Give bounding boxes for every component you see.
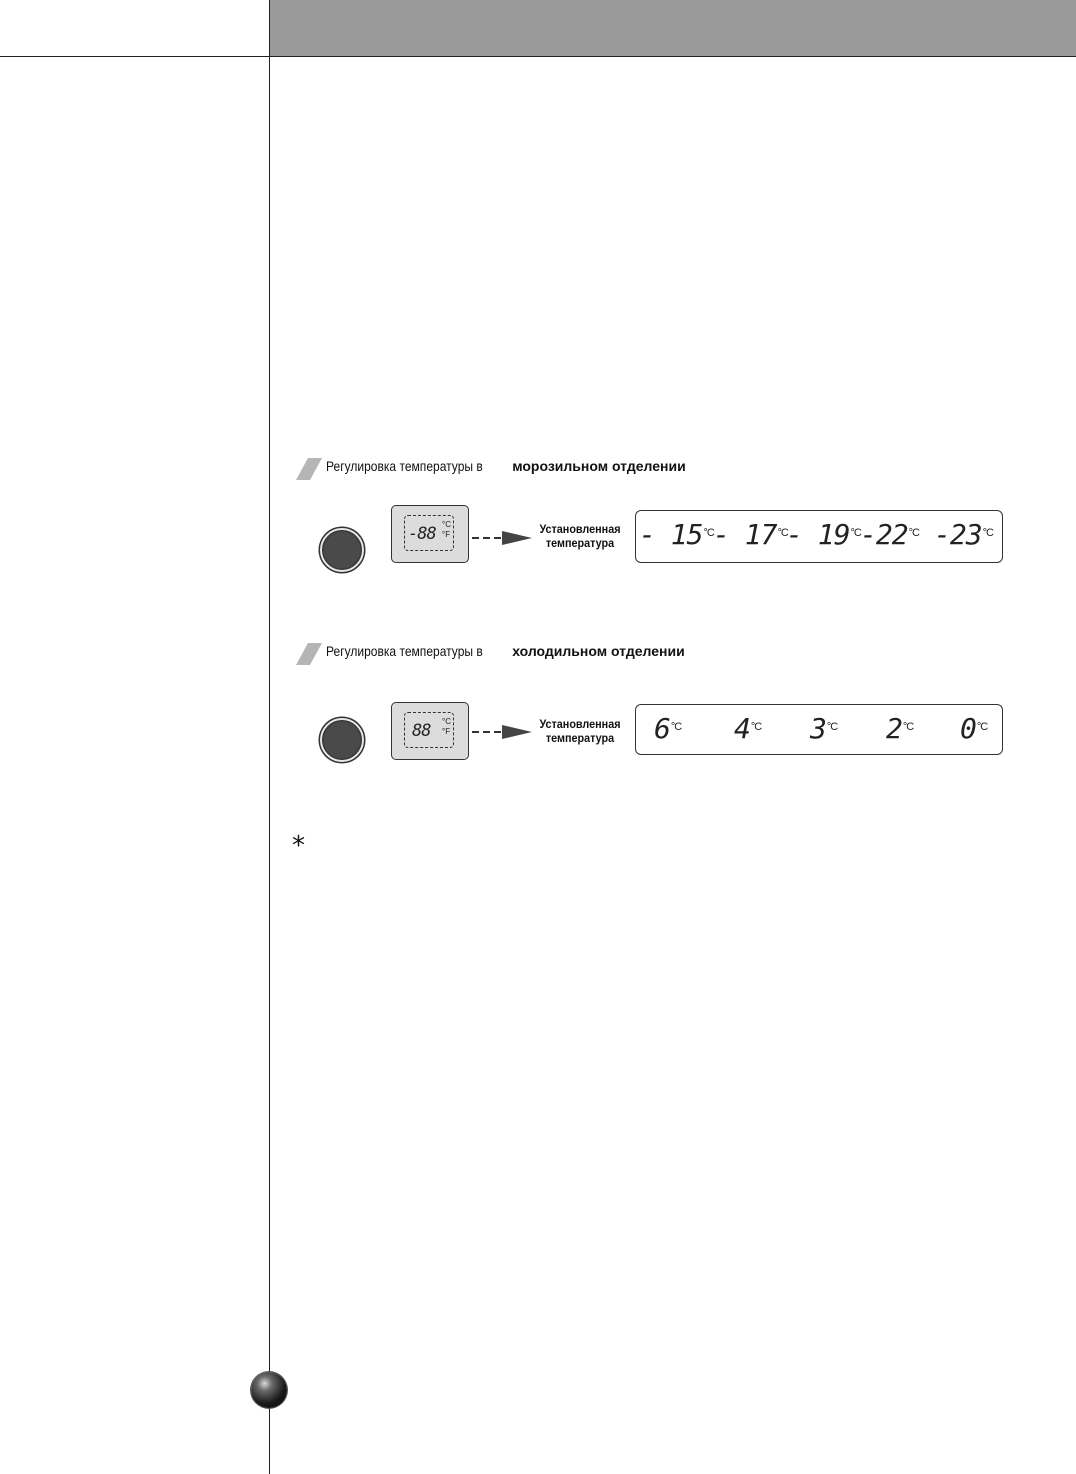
unit-c: °C xyxy=(442,520,451,529)
freezer-temp-5: $-23^{^\circ C}$ xyxy=(934,518,993,551)
fridge-temp-3: $3^{^\circ C}$ xyxy=(810,712,838,745)
fridge-display-icon xyxy=(391,702,469,760)
unit-f: °F xyxy=(442,530,451,539)
fridge-display-units xyxy=(442,717,451,737)
freezer-display-units xyxy=(442,520,451,540)
fridge-temp-2: $4^{^\circ C}$ xyxy=(734,712,762,745)
footnote-asterisk: * xyxy=(292,831,305,861)
unit-f: °F xyxy=(442,727,451,736)
set-label-line2: температура xyxy=(545,731,615,745)
set-label-line1: Установленная xyxy=(539,522,621,536)
freezer-section-title xyxy=(296,455,686,477)
fridge-section-title xyxy=(296,640,685,662)
set-label-line2: температура xyxy=(545,536,615,550)
freezer-display-frame xyxy=(404,515,454,551)
fridge-temp-4: $2^{^\circ C}$ xyxy=(886,712,914,745)
fridge-temp-panel xyxy=(635,704,1003,755)
freezer-display-digits: -88 xyxy=(408,524,436,544)
header-rule xyxy=(0,56,1076,57)
freezer-temp-3: - $19^{^\circ C}$ xyxy=(786,518,861,551)
fridge-display-frame xyxy=(404,712,454,748)
fridge-temp-5: $0^{^\circ C}$ xyxy=(960,712,988,745)
page-marker-icon xyxy=(251,1372,287,1408)
unit-c: °C xyxy=(442,717,451,726)
freezer-title-bold: морозильном отделении xyxy=(512,458,686,474)
freezer-temp-4: $-22^{^\circ C}$ xyxy=(860,518,919,551)
fridge-temp-1: $6^{^\circ C}$ xyxy=(654,712,682,745)
freezer-display-icon xyxy=(391,505,469,563)
fridge-button[interactable] xyxy=(320,718,364,762)
freezer-temp-1: - $15^{^\circ C}$ xyxy=(639,518,714,551)
fridge-set-label xyxy=(537,717,623,745)
fridge-display-digits: 88 xyxy=(412,721,431,741)
margin-rule xyxy=(269,0,270,1474)
freezer-set-label xyxy=(537,522,623,550)
freezer-title-prefix: Регулировка температуры в xyxy=(326,458,483,474)
freezer-temp-panel xyxy=(635,510,1003,563)
section-marker-icon xyxy=(296,458,326,480)
freezer-arrow-icon xyxy=(472,528,534,548)
section-marker-icon xyxy=(296,643,326,665)
header-bar xyxy=(270,0,1076,56)
freezer-temp-2: - $17^{^\circ C}$ xyxy=(713,518,788,551)
fridge-title-prefix: Регулировка температуры в xyxy=(326,643,483,659)
freezer-button[interactable] xyxy=(320,528,364,572)
fridge-arrow-icon xyxy=(472,722,534,742)
set-label-line1: Установленная xyxy=(539,717,621,731)
fridge-title-bold: холодильном отделении xyxy=(512,643,685,659)
